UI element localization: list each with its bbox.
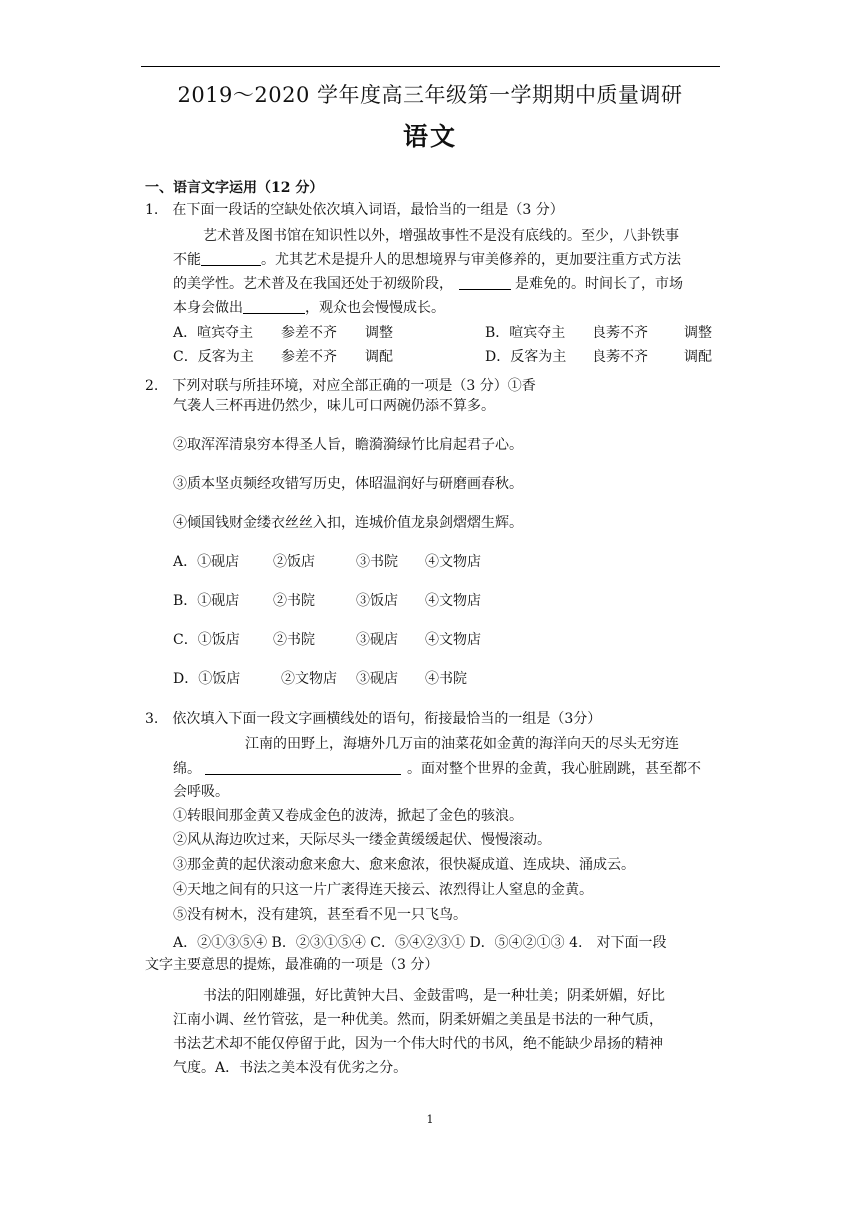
q2-couplet-4: ④倾国钱财金缕衣丝丝入扣，连城价值龙泉剑熠熠生辉。 xyxy=(173,515,523,531)
q1-option-c-w2: 参差不齐 xyxy=(281,349,337,365)
q1-option-c-w3: 调配 xyxy=(365,349,393,365)
q1-text: 的美学性。艺术普及在我国还处于初级阶段， xyxy=(173,276,453,292)
q2-couplet-2: ②取浑浑清泉穷本得圣人旨，瞻漪漪绿竹比肩起君子心。 xyxy=(173,437,523,453)
q2-option-d-4: ④书院 xyxy=(425,671,467,687)
q2-option-b-4: ④文物店 xyxy=(425,593,481,609)
page-number: 1 xyxy=(426,1113,434,1126)
q4-passage-line: 气度。A．书法之美本没有优劣之分。 xyxy=(173,1060,408,1076)
q4-passage-line: 书法的阳刚雄强，好比黄钟大吕、金鼓雷鸣，是一种壮美；阴柔妍媚，好比 xyxy=(203,988,665,1004)
q1-option-a-w2: 参差不齐 xyxy=(281,325,337,341)
q3-item-3: ③那金黄的起伏滚动愈来愈大、愈来愈浓，很快凝成道、连成块、涌成云。 xyxy=(173,857,635,873)
q2-option-d: D．①饭店 xyxy=(173,671,241,687)
q1-blank-2 xyxy=(459,275,511,290)
q1-blank-1 xyxy=(201,251,261,266)
q1-option-d-w2: 良莠不齐 xyxy=(592,349,648,365)
q2-option-a-4: ④文物店 xyxy=(425,554,481,570)
section-heading: 一、语言文字运用（12 分） xyxy=(145,180,324,196)
header-rule xyxy=(141,66,720,67)
q3-item-1: ①转眼间那金黄又卷成金色的波涛，掀起了金色的骇浪。 xyxy=(173,808,523,824)
q3-item-2: ②风从海边吹过来，天际尽头一缕金黄缓缓起伏、慢慢滚动。 xyxy=(173,832,551,848)
q3-text: 。面对整个世界的金黄，我心脏剧跳，甚至都不 xyxy=(407,761,701,777)
q2-option-d-2: ②文物店 xyxy=(281,671,337,687)
q2-option-d-3: ③砚店 xyxy=(356,671,398,687)
q4-passage-line: 江南小调、丝竹管弦，是一种优美。然而，阴柔妍媚之美虽是书法的一种气质， xyxy=(173,1012,663,1028)
q1-passage-line xyxy=(173,250,681,270)
q1-option-b-w3: 调整 xyxy=(684,325,712,341)
exam-title: 2019～2020 学年度高三年级第一学期期中质量调研 xyxy=(177,83,683,107)
q1-option-a: A．喧宾夺主 xyxy=(173,325,254,341)
q1-text: 不能 xyxy=(173,252,201,268)
q1-blank-3 xyxy=(243,299,305,314)
q2-couplet-1: 气袭人三杯再进仍然少，味儿可口两碗仍添不算多。 xyxy=(173,398,495,414)
q1-option-b-w2: 良莠不齐 xyxy=(592,325,648,341)
q2-option-a-3: ③书院 xyxy=(356,554,398,570)
q3-blank xyxy=(205,760,401,775)
q2-option-c-4: ④文物店 xyxy=(425,632,481,648)
q1-passage-line xyxy=(173,298,445,318)
q3-passage-line: 会呼吸。 xyxy=(173,784,229,800)
q1-text: ，观众也会慢慢成长。 xyxy=(305,300,445,316)
q1-option-c: C．反客为主 xyxy=(173,349,254,365)
q2-stem: 2. 下列对联与所挂环境，对应全部正确的一项是（3 分）①香 xyxy=(145,378,536,394)
q2-option-b: B．①砚店 xyxy=(173,593,240,609)
q2-option-c-3: ③砚店 xyxy=(356,632,398,648)
q4-passage-line: 书法艺术却不能仅停留于此，因为一个伟大时代的书风，绝不能缺少昂扬的精神 xyxy=(173,1036,663,1052)
q4-stem: 文字主要意思的提炼，最准确的一项是（3 分） xyxy=(145,957,439,973)
q3-item-5: ⑤没有树木，没有建筑，甚至看不见一只飞鸟。 xyxy=(173,907,467,923)
q3-item-4: ④天地之间有的只这一片广袤得连天接云、浓烈得让人窒息的金黄。 xyxy=(173,882,593,898)
q3-text: 绵。 xyxy=(173,761,201,777)
q2-option-a: A．①砚店 xyxy=(173,554,240,570)
q2-option-c: C．①饭店 xyxy=(173,632,240,648)
q2-option-b-2: ②书院 xyxy=(273,593,315,609)
q1-option-d-w3: 调配 xyxy=(684,349,712,365)
q1-option-d: D．反客为主 xyxy=(485,349,567,365)
q3-passage-line: 江南的田野上，海塘外几万亩的油菜花如金黄的海洋向天的尽头无穷连 xyxy=(245,736,679,752)
q2-option-c-2: ②书院 xyxy=(273,632,315,648)
q1-option-a-w3: 调整 xyxy=(365,325,393,341)
q2-option-b-3: ③饭店 xyxy=(356,593,398,609)
q1-text: 。尤其艺术是提升人的思想境界与审美修养的，更加要注重方式方法 xyxy=(261,252,681,268)
q1-passage-line: 艺术普及图书馆在知识性以外，增强故事性不是没有底线的。至少，八卦铁事 xyxy=(203,228,679,244)
q2-couplet-3: ③质本坚贞频经攻错写历史，体昭温润好与研磨画春秋。 xyxy=(173,476,523,492)
q3-options: A．②①③⑤④ B．②③①⑤④ C．⑤④②③① D．⑤④②①③ 4. 对下面一段 xyxy=(173,935,667,951)
q3-passage-line xyxy=(173,759,701,779)
q1-text: 本身会做出 xyxy=(173,300,243,316)
q1-text: 是难免的。时间长了，市场 xyxy=(515,276,683,292)
q1-passage-line xyxy=(173,274,683,294)
q1-stem: 1. 在下面一段话的空缺处依次填入词语，最恰当的一组是（3 分） xyxy=(145,202,564,218)
subject-title: 语文 xyxy=(402,122,457,151)
q3-stem: 3. 依次填入下面一段文字画横线处的语句，衔接最恰当的一组是（3分） xyxy=(145,711,602,727)
q2-option-a-2: ②饭店 xyxy=(273,554,315,570)
q1-option-b: B．喧宾夺主 xyxy=(485,325,566,341)
